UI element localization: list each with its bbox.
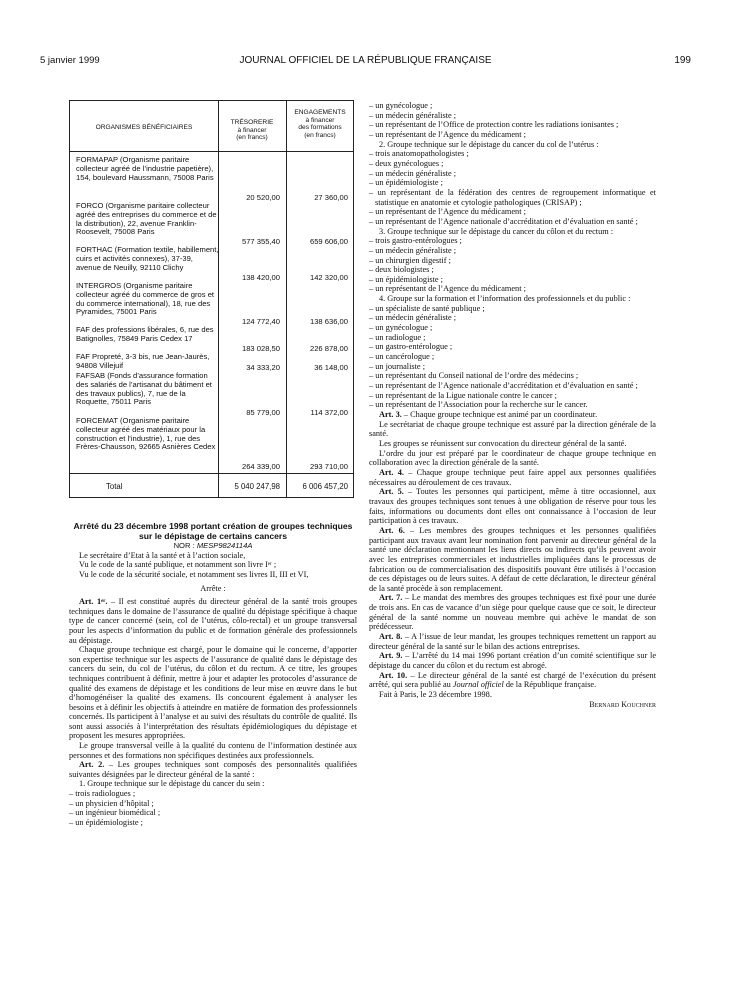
article-8: Art. 8. – A l’issue de leur mandat, les groupes techniques remettent un rapport au directeur général de la santé sur le bilan des actions entreprises. (369, 632, 656, 651)
table-row: FAFSAB (Fonds d’assurance formation des salariés de l’artisanat du bâtiment et des travaux publics), 7, rue de la Roquette, 75011 Paris 85 779,00 114 372,00 (76, 371, 348, 417)
article-4: Art. 4. – Chaque groupe technique peut faire appel aux personnes qualifiées nécessaires au déroulement de ces travaux. (369, 467, 657, 487)
nor-reference: NOR : MESP9824114A (173, 541, 253, 551)
table-row: FAF des professions libérales, 6, rue des Batignolles, 75849 Paris Cedex 17 183 028,50 226 878,00 (76, 325, 348, 353)
table-row: FORTHAC (Formation textile, habillement, cuirs et activités connexes), 37-39, avenue de Neuilly, 92110 Clichy 138 420,00 142 320,00 (76, 245, 348, 282)
funding-table (69, 100, 354, 498)
total-tresorerie: 5 040 247,98 (234, 482, 280, 491)
header-date: 5 janvier 1999 (40, 55, 100, 66)
article-7: Art. 7. – Le mandat des membres des groupes techniques est fixé pour une durée de trois ans. En cas de vacance d’un siège pour quelque cause que ce soit, le directeur général de la santé nomme un nouveau membre qui achève le mandat de son prédécesseur. (369, 593, 656, 632)
left-column: Arrêté du 23 décembre 1998 portant création de groupes techniques sur le dépistage de certains cancers NOR : MESP9824114A Le secrétaire d’Etat à la santé et à l’action sociale, Vu le code de la santé publique, et notamment son livre Iᵉʳ ; Vu le code de la sécurité sociale, et notamment ses livres II, III et VI, Arrête : Art. 1ᵉʳ. – Il est constitué auprès du directeur général de la santé trois groupes techniques dans le domaine de l’assurance de qualité du dépistage spécifique à chaque type de cancer concerné (sein, col de l’utérus, côlo-rectal) et un groupe transversal pour les aspects d’information du public et de formation générale des professionnels au dépistage. Chaque groupe technique est chargé, pour le domaine qui le concerne, d’apporter son expertise technique sur les aspects de l’assurance de qualité dans le dépistage des cancers du sein, du col de l’utérus, du côlon et du rectum. A ce titre, les groupes techniques contribuent à définir, mettre à jour et adapter les protocoles d’assurance de qualité des examens de dépistage et les conditions de leur mise en œuvre dans le but d’homogénéiser la qualité des examens. Ils concourent également à analyser les besoins et à définir les objectifs à atteindre en matière de formation des professionnels concernés. Ils participent à l’analyse et au suivi des résultats du contrôle de qualité. Ils sont aussi associés à l’interprétation des résultats épidémiologiques du dépistage et proposent les mesures appropriées. Le groupe transversal veille à la qualité du contenu de l’information destinée aux personnes et des formations non spécifiques destinées aux professionnels. Art. 2. – Les groupes techniques sont composés des personnalités qualifiées suivantes désignées par le directeur général de la santé : 1. Groupe technique sur le dépistage du cancer du sein : – trois radiologues ; – un physicien d’hôpital ; – un ingénieur biomédical ; – un épidémiologiste ; (69, 521, 357, 827)
table-header-engagements: ENGAGEMENTS à financer des formations (en francs) (294, 109, 346, 139)
signature: Bernard Kouchner (589, 699, 656, 709)
article-5: Art. 5. – Toutes les personnes qui participent, même à titre occasionnel, aux travaux des groupes techniques sont tenues à une obligation de réserve pour tous les faits, informations ou documents dont elles ont connaissance à l’occasion de leur participation à ces travaux. (369, 487, 657, 526)
table-row: FAF Propreté, 3-3 bis, rue Jean-Jaurès, 94808 Villejuif 34 333,20 36 148,00 (76, 352, 348, 372)
article-3: Art. 3. – Chaque groupe technique est animé par un coordinateur. (379, 410, 598, 419)
header-journal-title: JOURNAL OFFICIEL DE LA RÉPUBLIQUE FRANÇAISE (239, 55, 492, 66)
header-page-number: 199 (674, 55, 691, 66)
article-9: Art. 9. – L’arrêté du 14 mai 1996 portant création d’un comité scientifique sur le dépistage du cancer du côlon et du rectum est abrogé. (369, 651, 657, 671)
table-row: FORCEMAT (Organisme paritaire collecteur agréé des matériaux pour la construction et l’industrie), 1, rue des Frères-Chausson, 92665 Asnières Cedex 264 339,00 293 710,00 (76, 416, 348, 471)
decree-title: Arrêté du 23 décembre 1998 portant création de groupes techniques sur le dépistage de certains cancers (73, 521, 353, 541)
total-label: Total (106, 482, 123, 491)
table-row: INTERGROS (Organisme paritaire collecteur agréé du commerce de gros et du commerce international), 18, rue des Pyramides, 75001 Paris 124 772,40 138 636,00 (76, 281, 348, 326)
table-header-tresorerie: TRÉSORERIE à financer (en francs) (230, 119, 274, 141)
page-header (40, 55, 691, 69)
table-row: FORMAPAP (Organisme paritaire collecteur agréé de l’industrie papetière), 154, boulevard Haussmann, 75008 Paris 20 520,00 27 360,00 (76, 155, 348, 202)
total-engagements: 6 006 457,20 (302, 482, 348, 491)
signature-place-date: Fait à Paris, le 23 décembre 1998. (379, 690, 492, 700)
article-6: Art. 6. – Les membres des groupes techniques et les personnes qualifiées participant aux travaux avant leur nomination font parvenir au directeur général de la santé une déclaration mentionnant les liens directs ou indirects qu’ils peuvent avoir avec les entreprises commerciales et industrielles impliquées dans le processus de fabrication ou de commercialisation des dispositifs pouvant être utilisés à l’occasion de ces dépistages ou de leurs suites. A défaut de cette déclaration, le directeur général de la santé procède à son remplacement. (369, 525, 657, 593)
article-10: Art. 10. – Le directeur général de la santé est chargé de l’exécution du présent arrêté, qui sera publié au Journal officiel de la République française. (369, 670, 656, 690)
table-total-row (70, 474, 353, 498)
table-header-org: ORGANISMES BÉNÉFICIAIRES (95, 124, 193, 131)
table-row: FORCO (Organisme paritaire collecteur agréé des entreprises du commerce et de la distribution), 22, avenue Franklin-Roosevelt, 75008 Paris 577 355,40 659 606,00 (76, 201, 348, 246)
article-2: Art. 2. – Les groupes techniques sont composés des personnalités qualifiées suivantes désignées par le directeur général de la santé : (69, 760, 357, 779)
article-1: Art. 1ᵉʳ. – Il est constitué auprès du directeur général de la santé trois groupes techniques dans le domaine de l’assurance de qualité du dépistage spécifique à chaque type de cancer concerné (sein, col de l’utérus, côlo-rectal) et un groupe transversal pour les aspects d’information du public et de formation générale des professionnels au dépistage. (69, 597, 357, 645)
right-column: – un gynécologue ; – un médecin généraliste ; – un représentant de l’Office de protection contre les radiations ionisantes ; – un représentant de l’Agence du médicament ; 2. Groupe technique sur le dépistage du cancer du col de l’utérus : – trois anatomopathologistes ; – deux gynécologues ; – un médecin généraliste ; – un épidémiologiste ; – un représentant de la fédération des centres de regroupement informatique et statistique en anatomie et cytologie pathologiques (CRISAP) ; – un représentant de l’Agence du médicament ; – un représentant de l’Agence nationale d’accréditation et d’évaluation en santé ; 3. Groupe technique sur le dépistage du cancer du côlon et du rectum : – trois gastro-entérologues ; – un médecin généraliste ; – un chirurgien digestif ; – deux biologistes ; – un épidémiologiste ; – un représentant de l’Agence du médicament ; 4. Groupe sur la formation et l’information des professionnels et du public : – un spécialiste de santé publique ; – un médecin généraliste ; – un gynécologue ; – un radiologue ; – un gastro-entérologue ; – un cancérologue ; – un journaliste ; – un représentant du Conseil national de l’ordre des médecins ; – un représentant de l’Agence nationale d’accréditation et d’évaluation en santé ; – un représentant de la Ligue nationale contre le cancer ; – un représentant de l’Association pour la recherche sur le cancer. Art. 3. – Chaque groupe technique est animé par un coordinateur. Le secrétariat de chaque groupe technique est assuré par la direction générale de la santé. Les groupes se réunissent sur convocation du directeur général de la santé. L’ordre du jour est préparé par le coordinateur de chaque groupe technique en collaboration avec la direction générale de la santé. Art. 4. – Chaque groupe technique peut faire appel aux personnes qualifiées nécessaires au déroulement de ces travaux. Art. 5. – Toutes les personnes qui participent, même à titre occasionnel, aux travaux des groupes techniques sont tenues à une obligation de réserve pour tous les faits, informations ou documents dont elles ont connaissance à l’occasion de leur participation à ces travaux. Art. 6. – Les membres des groupes techniques et les personnes qualifiées participant aux travaux avant leur nomination font parvenir au directeur général de la santé une déclaration mentionnant les liens directs ou indirects qu’ils peuvent avoir avec les entreprises commerciales et industrielles impliquées dans le processus de fabrication ou de commercialisation des dispositifs pouvant être utilisés à l’occasion de ces dépistages ou de leurs suites. A défaut de cette déclaration, le directeur général de la santé procède à son remplacement. Art. 7. – Le mandat des membres des groupes techniques est fixé pour une durée de trois ans. En cas de vacance d’un siège pour quelque cause que ce soit, le directeur général de la santé nomme un nouveau membre qui achève le mandat de son prédécesseur. Art. 8. – A l’issue de leur mandat, les groupes techniques remettent un rapport au directeur général de la santé sur le bilan des actions entreprises. Art. 9. – L’arrêté du 14 mai 1996 portant création d’un comité scientifique sur le dépistage du cancer du côlon et du rectum est abrogé. Art. 10. – Le directeur général de la santé est chargé de l’exécution du présent arrêté, qui sera publié au Journal officiel de la République française. Fait à Paris, le 23 décembre 1998. Bernard Kouchner (369, 101, 657, 709)
